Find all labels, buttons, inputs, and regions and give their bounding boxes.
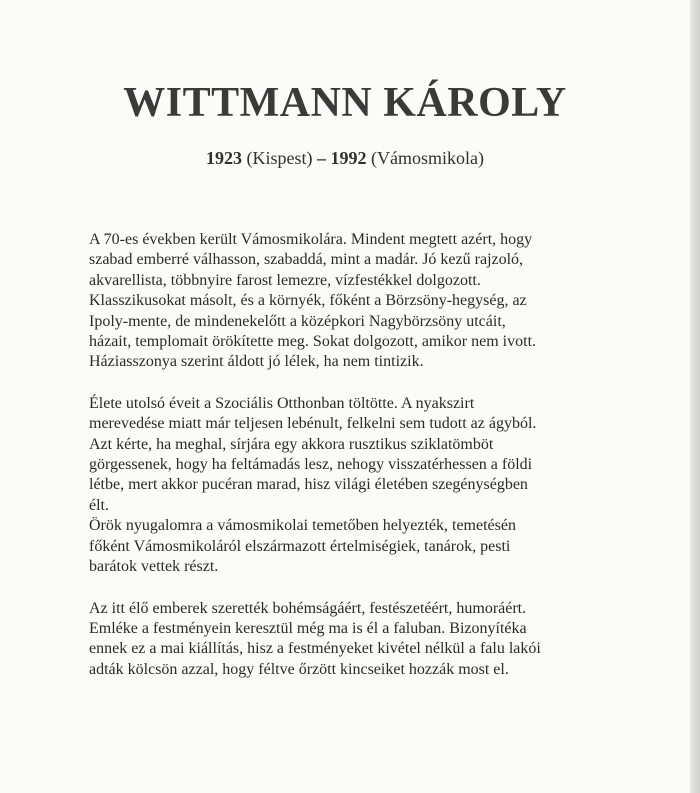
text-line: A 70-es években került Vámosmikolára. Mindent megtett azért, hogy	[89, 231, 533, 248]
text-line: főként Vámosmikoláról elszármazott értelmiségiek, tanárok, pesti	[89, 537, 511, 555]
text-line: Azt kérte, ha meghal, sírjára egy akkora rusztikus sziklatömböt	[89, 435, 494, 453]
text-line: Az itt élő emberek szerették bohémságáért, festészetéért, humoráért.	[89, 599, 527, 617]
date-separator: –	[317, 148, 326, 168]
text-line: létbe, mert akkor pucéran marad, hisz világi életében szegénységben	[89, 476, 528, 494]
paragraph-1	[89, 230, 609, 373]
page-title: WITTMANN KÁROLY	[123, 80, 567, 126]
text-line: Háziasszonya szerint áldott jó lélek, ha nem tintizik.	[89, 353, 424, 371]
text-line: házait, templomait örökítette meg. Sokat dolgozott, amikor nem ivott.	[89, 333, 537, 351]
death-place: (Vámosmikola)	[371, 148, 484, 168]
text-line: akvarellista, többnyire farost lemezre, vízfestékkel dolgozott.	[89, 271, 481, 289]
text-line: Örök nyugalomra a vámosmikolai temetőben helyezték, temetésén	[89, 517, 516, 535]
birth-place: (Kispest)	[246, 148, 313, 168]
life-dates	[0, 146, 690, 170]
death-year: 1992	[330, 148, 367, 168]
text-line: merevedése miatt már teljesen lebénult, felkelni sem tudott az ágyból.	[89, 415, 537, 433]
paragraph-gap	[89, 578, 609, 599]
text-line: ennek ez a mai kiállítás, hisz a festményeket kivétel nélkül a falu lakói	[89, 640, 541, 658]
text-line: Ipoly-mente, de mindenekelőtt a középkori Nagybörzsöny utcáit,	[89, 312, 506, 330]
text-line: Emléke a festményein keresztül még ma is él a faluban. Bizonyítéka	[89, 619, 527, 637]
body-text	[89, 230, 609, 680]
text-line: élt.	[89, 496, 109, 514]
text-line: görgessenek, hogy ha feltámadás lesz, nehogy visszatérhessen a földi	[89, 456, 533, 474]
paragraph-gap	[89, 373, 609, 394]
page-edge-shadow	[690, 0, 700, 793]
paragraph-3	[89, 599, 609, 681]
text-line: Klasszikusokat másolt, és a környék, főként a Börzsöny-hegység, az	[89, 292, 527, 310]
text-line: barátok vettek részt.	[89, 558, 219, 576]
text-line: szabad emberré válhasson, szabaddá, mint a madár. Jó kezű rajzoló,	[89, 251, 524, 269]
paragraph-2	[89, 394, 609, 578]
birth-year: 1923	[206, 148, 242, 168]
text-line: Élete utolsó éveit a Szociális Otthonban töltötte. A nyakszirt	[89, 394, 475, 412]
text-line: adták kölcsön azzal, hogy féltve őrzött kincseiket hozzák most el.	[89, 660, 509, 678]
